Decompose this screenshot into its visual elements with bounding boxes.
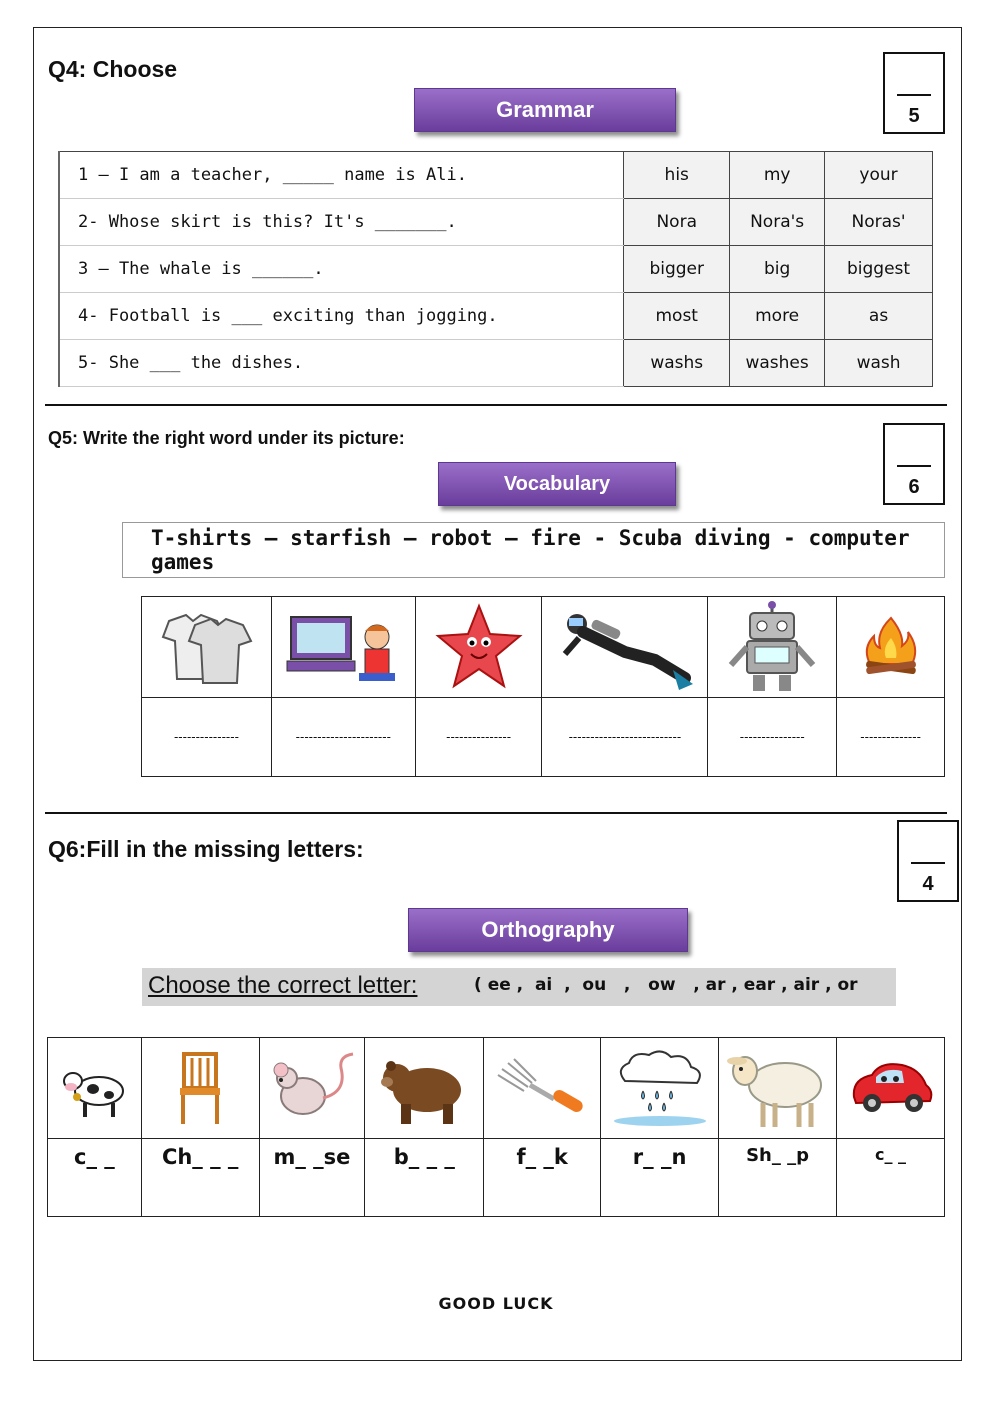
- sheep-icon: [719, 1038, 837, 1139]
- q5-title: Q5: Write the right word under its picture:: [48, 428, 405, 448]
- letter-options: ( ee , ai , ou , ow , ar , ear , air , or: [474, 975, 858, 995]
- letter-blank[interactable]: b_ _ _: [365, 1139, 484, 1217]
- option-cell[interactable]: my: [730, 152, 825, 199]
- orthography-table: [47, 1037, 945, 1217]
- question-text: 1 – I am a teacher, _____ name is Ali.: [59, 152, 624, 199]
- bear-icon: [365, 1038, 484, 1139]
- option-cell[interactable]: biggest: [825, 246, 933, 293]
- word-bank: T-shirts – starfish – robot – fire - Scuba diving - computer games: [122, 522, 945, 578]
- table-row: [59, 246, 933, 293]
- picture-row: [48, 1038, 945, 1139]
- q4-score-box: [883, 52, 945, 134]
- instruction-bar: [142, 968, 896, 1006]
- table-row: [59, 199, 933, 246]
- letter-blank[interactable]: c_ _: [48, 1139, 142, 1217]
- orthography-banner: Orthography: [408, 908, 688, 952]
- q6-score-box: [897, 820, 959, 902]
- table-row: [59, 340, 933, 387]
- answer-blank[interactable]: ----------------------: [271, 698, 415, 777]
- option-cell[interactable]: Nora's: [730, 199, 825, 246]
- computer-games-icon: [271, 597, 415, 698]
- fork-icon: [484, 1038, 601, 1139]
- question-text: 5- She ___ the dishes.: [59, 340, 624, 387]
- grammar-banner: Grammar: [414, 88, 676, 132]
- letter-blank[interactable]: m_ _se: [259, 1139, 365, 1217]
- rain-icon: [601, 1038, 719, 1139]
- table-row: [59, 293, 933, 340]
- option-cell[interactable]: your: [825, 152, 933, 199]
- option-cell[interactable]: washes: [730, 340, 825, 387]
- mouse-icon: [259, 1038, 365, 1139]
- q5-score-box: [883, 423, 945, 505]
- letter-blank[interactable]: f_ _k: [484, 1139, 601, 1217]
- section-divider: [45, 812, 947, 814]
- answer-blank[interactable]: --------------: [837, 698, 945, 777]
- option-cell[interactable]: wash: [825, 340, 933, 387]
- q6-score: 4: [922, 873, 934, 895]
- letter-blank[interactable]: c_ _: [837, 1139, 945, 1217]
- tshirts-icon: [142, 597, 272, 698]
- robot-icon: [708, 597, 837, 698]
- fire-icon: [837, 597, 945, 698]
- chair-icon: [141, 1038, 259, 1139]
- option-cell[interactable]: big: [730, 246, 825, 293]
- option-cell[interactable]: most: [624, 293, 730, 340]
- section-divider: [45, 404, 947, 406]
- vocabulary-table: [141, 596, 945, 777]
- vocabulary-banner: Vocabulary: [438, 462, 676, 506]
- option-cell[interactable]: his: [624, 152, 730, 199]
- option-cell[interactable]: more: [730, 293, 825, 340]
- letter-blank[interactable]: Sh_ _p: [719, 1139, 837, 1217]
- answer-blank[interactable]: ---------------: [708, 698, 837, 777]
- answer-row: [142, 698, 945, 777]
- question-text: 2- Whose skirt is this? It's _______.: [59, 199, 624, 246]
- question-text: 4- Football is ___ exciting than jogging.: [59, 293, 624, 340]
- car-icon: [837, 1038, 945, 1139]
- option-cell[interactable]: washs: [624, 340, 730, 387]
- letter-blank[interactable]: Ch_ _ _: [141, 1139, 259, 1217]
- answer-blank[interactable]: ---------------: [142, 698, 272, 777]
- table-row: [59, 152, 933, 199]
- cow-icon: [48, 1038, 142, 1139]
- option-cell[interactable]: as: [825, 293, 933, 340]
- answer-row: [48, 1139, 945, 1217]
- picture-row: [142, 597, 945, 698]
- scuba-diver-icon: [542, 597, 708, 698]
- q4-title: Q4: Choose: [48, 56, 178, 82]
- question-text: 3 – The whale is ______.: [59, 246, 624, 293]
- q4-score: 5: [908, 105, 920, 127]
- grammar-table: [58, 151, 933, 387]
- letter-blank[interactable]: r_ _n: [601, 1139, 719, 1217]
- option-cell[interactable]: Noras': [825, 199, 933, 246]
- q6-title: Q6:Fill in the missing letters:: [48, 836, 364, 862]
- answer-blank[interactable]: ---------------: [415, 698, 542, 777]
- option-cell[interactable]: Nora: [624, 199, 730, 246]
- q5-score: 6: [908, 476, 920, 498]
- option-cell[interactable]: bigger: [624, 246, 730, 293]
- footer-good-luck: GOOD LUCK: [438, 1294, 554, 1313]
- instruction-text: Choose the correct letter:: [148, 972, 418, 999]
- starfish-icon: [415, 597, 542, 698]
- answer-blank[interactable]: --------------------------: [542, 698, 708, 777]
